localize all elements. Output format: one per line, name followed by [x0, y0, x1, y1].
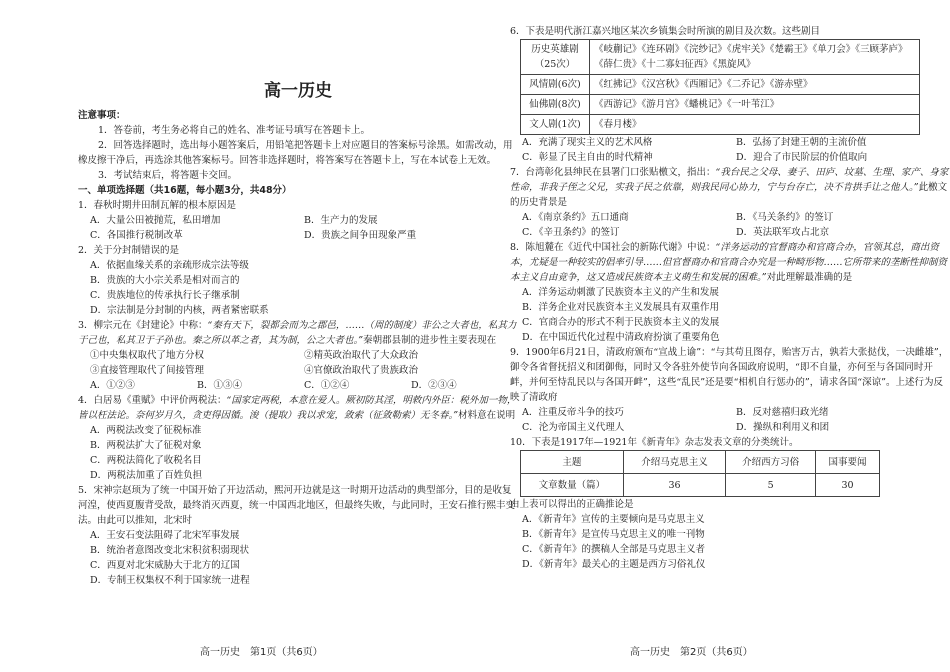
- question-7: [510, 165, 950, 240]
- option-a: A．洋务运动刺激了民族资本主义的产生和发展: [522, 287, 719, 298]
- option-b: B．统治者意图改变北宋积贫积弱现状: [90, 545, 249, 556]
- question-stem: 1．春秋时期井田制瓦解的根本原因是: [78, 200, 237, 211]
- notice-2: 2．回答选择题时，选出每小题答案后，用铅笔把答题卡上对应题目的答案标号涂黑。如需改动，用橡皮擦干净后，再选涂其他答案标号。回答非选择题时，将答案写在答题卡上，写在本试卷上无效。: [78, 140, 513, 166]
- page-1: [78, 0, 518, 588]
- table-row: [521, 474, 880, 497]
- table-row: [521, 95, 920, 115]
- table-cell: 《西游记》《游月宫》《蟠桃记》《一叶苇江》: [590, 95, 920, 115]
- table-cell: 《红拂记》《汉宫秋》《西厢记》《二乔记》《游赤壁》: [590, 75, 920, 95]
- statement-3: ③直接管理取代了间接管理: [90, 365, 205, 376]
- option-c: C．《新青年》的撰稿人全部是马克思主义者: [522, 544, 706, 555]
- table-row: [521, 75, 920, 95]
- question-stem: 9．1900年6月21日，清政府颁布“宣战上谕”：“与其苟且图存，贻害万古，孰若大张挞伐，一决雌雄”，御令各省督抚招义和团御侮，同时又令各驻外使节向各国政府说明，“即不自量，亦何至与各国同时开衅，并何至恃乱民以与各国开衅”，这些“乱民”还是要“相机自行惩办的”，请求各国“深谅”。上述行为反映了清政府: [510, 347, 949, 403]
- question-quote: “秦有天下，裂都会而为之郡邑，……（周的制度）非公之大者也，私其力于己也，私其卫于子孙也。秦之所以革之者，其为制，公之大者也。”: [78, 320, 517, 346]
- page-footer: 高一历史 第1页（共6页）: [200, 647, 323, 658]
- section-heading: 一、单项选择题（共16题，每小题3分，共48分）: [78, 185, 292, 196]
- option-a: A．大量公田被抛荒，私田增加: [90, 215, 221, 226]
- table-cell: 仙佛剧(8次): [521, 95, 590, 115]
- option-d: D．专制王权集权不利于国家统一进程: [90, 575, 250, 586]
- question-4: [78, 393, 518, 483]
- question-tail: 此檄文的历史背景是: [510, 182, 948, 208]
- option-a: A．依据血缘关系的亲疏形成宗法等级: [90, 260, 249, 271]
- table-cell: 《岐蒯记》《连环剧》《浣纱记》《虎牢关》《楚霸王》《单刀会》《三顾茅庐》《薛仁贵》《十二寡妇征西》《黑旋风》: [590, 40, 920, 75]
- page-2: [510, 24, 950, 572]
- question-stem: 6．下表是明代浙江嘉兴地区某次乡镇集会时所演的剧目及次数。这些剧目: [510, 26, 821, 37]
- table-header-row: [521, 451, 880, 474]
- option-b: B．生产力的发展: [304, 215, 378, 226]
- table-header-cell: 国事要闻: [816, 451, 880, 474]
- page-title: 高一历史: [264, 81, 332, 101]
- option-c: C．两税法简化了收税名目: [90, 455, 202, 466]
- option-a: A．《南京条约》五口通商: [522, 212, 629, 223]
- option-c: C．沦为帝国主义代理人: [522, 422, 625, 433]
- option-d: D．操纵和利用义和团: [736, 422, 830, 433]
- option-b: B．反对慈禧归政光绪: [736, 407, 829, 418]
- option-d: D．②③④: [411, 380, 457, 391]
- table-cell: 《春月楼》: [590, 115, 920, 135]
- option-b: B．贵族的大小宗关系是相对而言的: [90, 275, 240, 286]
- option-b: B．弘扬了封建王朝的主流价值: [736, 137, 867, 148]
- option-d: D．宗法制是分封制的内核，两者紧密联系: [90, 305, 269, 316]
- option-b: B．《马关条约》的签订: [736, 212, 834, 223]
- option-c: C．①②④: [304, 380, 350, 391]
- table-cell: 文章数量（篇）: [521, 474, 624, 497]
- option-b: B．《新青年》是宣传马克思主义的唯一刊物: [522, 529, 705, 540]
- question-10: [510, 435, 950, 572]
- question-stem: 2．关于分封制错误的是: [78, 245, 180, 256]
- statement-4: ④官僚政治取代了贵族政治: [304, 365, 419, 376]
- question-stem: 4．白居易《重赋》中评价两税法：: [78, 395, 227, 406]
- statement-2: ②精英政治取代了大众政治: [304, 350, 419, 361]
- option-a: A．《新青年》宣传的主要倾向是马克思主义: [522, 514, 705, 525]
- table-cell: 30: [816, 474, 880, 497]
- question-5: [78, 483, 518, 588]
- option-c: C．西夏对北宋威胁大于北方的辽国: [90, 560, 240, 571]
- statement-1: ①中央集权取代了地方分权: [90, 350, 205, 361]
- option-b: B．两税法扩大了征税对象: [90, 440, 202, 451]
- page-footer: 高一历史 第2页（共6页）: [630, 647, 753, 658]
- option-a: A．注重反帝斗争的技巧: [522, 407, 624, 418]
- table-cell: 历史英雄剧（25次）: [521, 40, 590, 75]
- option-a: A．王安石变法阻碍了北宋军事发展: [90, 530, 240, 541]
- question-stem: 3．柳宗元在《封建论》中称：: [78, 320, 208, 331]
- question-6: [510, 24, 950, 165]
- table-cell: 文人剧(1次): [521, 115, 590, 135]
- question-quote: “国家定两税，本意在爱人。厥初防其淫，明敕内外臣：税外加一物，皆以枉法论。奈何岁月久，贪吏得因循。浚（提取）我以求宠，敛索（征敛勒索）无冬春。”: [78, 395, 517, 421]
- option-d: D．在中国近代化过程中清政府扮演了重要角色: [522, 332, 720, 343]
- question-3: [78, 318, 518, 393]
- option-d: D．英法联军攻占北京: [736, 227, 830, 238]
- table-row: [521, 115, 920, 135]
- question-quote: “洋务运动的官督商办和官商合办，官领其总，商出资本，尤疑是一种较实的倡率引导……但官督商办和官商合办究是一种畸形物……它所带来的垄断性抑制资本主义自由竞争，这又造成民族资本主义萌生和发展的困难。”: [510, 242, 948, 283]
- articles-table: [520, 450, 880, 497]
- table-cell: 风情剧(6次): [521, 75, 590, 95]
- question-9: [510, 345, 950, 435]
- option-c: C．官商合办的形式不利于民族资本主义的发展: [522, 317, 720, 328]
- option-d: D．《新青年》最关心的主题是西方习俗礼仪: [522, 559, 706, 570]
- option-a: A．①②③: [90, 380, 135, 391]
- question-8: [510, 240, 950, 345]
- question-tail: 材料意在说明: [458, 410, 516, 421]
- question-stem: 7．台湾彰化县绅民在县署门口张贴檄文，指出：: [510, 167, 716, 178]
- plays-table: [520, 39, 920, 135]
- option-b: B．①③④: [197, 380, 242, 391]
- question-2: [78, 243, 518, 318]
- question-tail: 对此理解最准确的是: [766, 272, 853, 283]
- table-header-cell: 介绍西方习俗: [726, 451, 816, 474]
- question-stem: 5．宋神宗赵顼为了统一中国开始了开边活动，熙河开边就是这一时期开边活动的典型部分，目的是收复河湟，使西夏腹背受敌，最终消灭西夏，统一中国西北地区，但最终失败，与此同时，王安石推行熙丰变法。由此可以推知，北宋时: [78, 485, 516, 526]
- option-b: B．洋务企业对民族资本主义发展具有双重作用: [522, 302, 719, 313]
- option-c: C．彰显了民主自由的时代精神: [522, 152, 653, 163]
- option-d: D．贵族之间争田现象严重: [304, 230, 417, 241]
- notice-heading: 注意事项：: [78, 110, 126, 121]
- table-cell: 5: [726, 474, 816, 497]
- question-stem: 10．下表是1917年—1921年《新青年》杂志发表文章的分类统计。: [510, 437, 799, 448]
- option-c: C．各国推行税制改革: [90, 230, 183, 241]
- option-c: C．贵族地位的传承执行长子继承制: [90, 290, 240, 301]
- notice-1: 1．答卷前，考生务必将自己的姓名、准考证号填写在答题卡上。: [98, 125, 371, 136]
- notice-3: 3．考试结束后，将答题卡交回。: [98, 170, 238, 181]
- option-a: A．充满了现实主义的艺术风格: [522, 137, 653, 148]
- option-a: A．两税法改变了征税标准: [90, 425, 202, 436]
- question-stem: 8．陈旭麓在《近代中国社会的新陈代谢》中说：: [510, 242, 716, 253]
- option-d: D．迎合了市民阶层的价值取向: [736, 152, 868, 163]
- table-header-cell: 介绍马克思主义: [623, 451, 726, 474]
- table-cell: 36: [623, 474, 726, 497]
- question-quote: “我台民之父母、妻子、田庐、坟墓、生理、家产、身家性命，非我子侄之父兄，实我子民之依靠，则我民同心协力，宁与台存亡，决不肯拱手让之他人。”: [510, 167, 949, 193]
- question-tail: 秦朝郡县制的进步性主要表现在: [363, 335, 497, 346]
- option-d: D．两税法加重了百姓负担: [90, 470, 203, 481]
- question-1: [78, 198, 518, 243]
- question-tail: 由上表可以得出的正确推论是: [510, 499, 634, 510]
- table-row: [521, 40, 920, 75]
- option-c: C．《辛丑条约》的签订: [522, 227, 620, 238]
- table-header-cell: 主题: [521, 451, 624, 474]
